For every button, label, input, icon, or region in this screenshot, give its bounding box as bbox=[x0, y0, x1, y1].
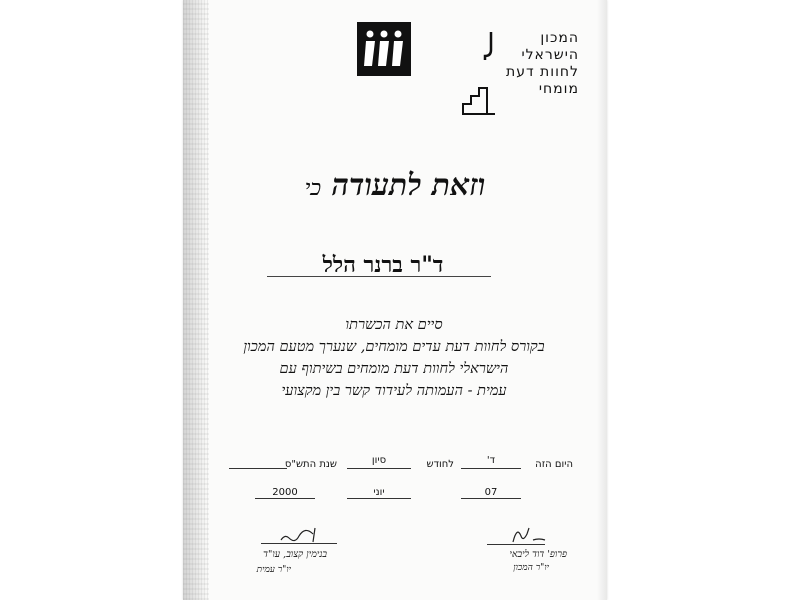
org-logo-line-1: המכון bbox=[540, 30, 579, 46]
scan-edge-shadow-right bbox=[597, 0, 607, 600]
body-line-2: בקורס לחוות דעת עדים מומחים, שנערך מטעם המכון bbox=[243, 339, 545, 355]
body-line-1: סיים את הכשרתו bbox=[345, 317, 443, 333]
date-today-label: היום הזה bbox=[535, 459, 573, 470]
org-logo-stair-icon bbox=[461, 30, 497, 116]
signature-right-name: פרופ' דוד ליבאי bbox=[509, 549, 567, 560]
date-day-value: 07 bbox=[484, 487, 498, 498]
org-logo-line-4: מומחי bbox=[538, 81, 579, 97]
certificate-title-main: וזאת לתעודה bbox=[331, 168, 486, 203]
certificate-title bbox=[183, 168, 607, 203]
date-day-line bbox=[461, 468, 521, 469]
date-month-value: יוני bbox=[373, 487, 385, 498]
date-day-hebrew: ד' bbox=[486, 455, 496, 466]
certificate-page bbox=[183, 0, 607, 600]
recipient-name: ד"ר ברנר הלל bbox=[322, 252, 444, 278]
signature-left-line bbox=[261, 543, 337, 544]
date-day-value-line bbox=[461, 498, 521, 499]
certificate-title-suffix: כי bbox=[304, 176, 322, 201]
date-month-label: לחודש bbox=[426, 459, 454, 470]
certificate-body bbox=[213, 314, 575, 402]
date-month-line bbox=[347, 468, 411, 469]
body-line-4: עמית - העמותה לעידוד קשר בין מקצועי bbox=[281, 383, 507, 399]
signature-right-role: יו"ר המכון bbox=[513, 563, 549, 573]
date-month-hebrew: סיון bbox=[371, 455, 387, 466]
signature-left-scribble-icon bbox=[275, 522, 325, 548]
date-year-hebrew-line bbox=[229, 468, 287, 469]
org-logo-line-3: לחוות דעת bbox=[506, 64, 579, 80]
date-year-label: שנת התש"ס bbox=[284, 459, 337, 470]
date-month-value-line bbox=[347, 498, 411, 499]
signature-left-name: בנימין קצוב, עו"ד bbox=[263, 549, 327, 560]
scan-edge-shadow bbox=[183, 0, 209, 600]
recipient-underline bbox=[267, 276, 491, 277]
date-year-value: 2000 bbox=[272, 487, 298, 498]
org-logo-line-2: הישראלי bbox=[521, 47, 579, 63]
signature-right-line bbox=[487, 544, 545, 545]
signature-left-role: יו"ר עמית bbox=[256, 565, 291, 575]
amit-logo-icon bbox=[357, 22, 411, 76]
date-year-value-line bbox=[255, 498, 315, 499]
body-line-3: הישראלי לחוות דעת מומחים בשיתוף עם bbox=[279, 361, 509, 377]
